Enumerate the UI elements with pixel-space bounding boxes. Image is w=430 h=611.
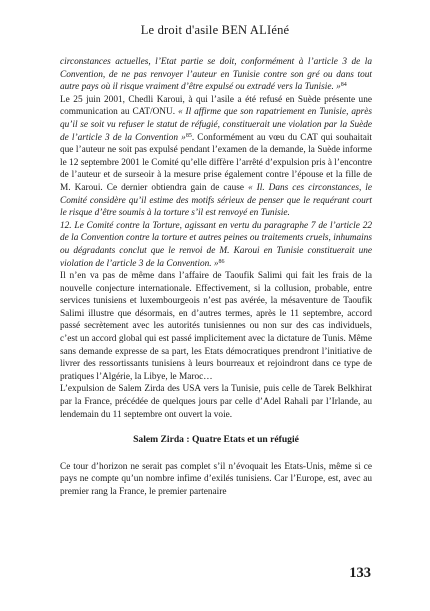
paragraph-salimi — [60, 270, 372, 383]
quote-text: « Il. Dans ces circonstances, le Comité considère qu’il estime des motifs sérieux de penser que le requérant court le risque d’être soumis à la torture s’il est renvoyé en Tunisie. — [60, 182, 372, 219]
text-run: Ce tour d’horizon ne serait pas complet s’il n’évoquait les Etats-Unis, même si ce pays ne compte qu’un nombre infime d’exilés tunisiens. Car l’Europe, est, avec au premier rang la France, le premier partenaire — [60, 461, 372, 497]
body-text — [60, 56, 372, 499]
footnote-ref-86: 86 — [218, 258, 225, 265]
quote-text: circonstances actuelles, l’Etat partie se doit, conformément à l’article 3 de la Convention, de ne pas renvoyer l’auteur en Tunisie contre son gré ou dans tout autre pays où il risque vraiment d’être expulsé ou extradé vers la Tunisie. » — [60, 57, 372, 93]
paragraph-usa — [60, 461, 372, 499]
page-number: 133 — [349, 565, 371, 581]
section-heading: Salem Zirda : Quatre Etats et un réfugié — [133, 434, 299, 446]
text-run: L’expulsion de Salem Zirda des USA vers la Tunisie, puis celle de Tarek Belkhirat par la France, précédée de quelques jours par celle d’Adel Rahali par l’Irlande, au lendemain du 11 septembre ont ouvert la voie. — [60, 384, 372, 420]
paragraph-quote-continuation — [60, 56, 372, 94]
paragraph-karoui — [60, 94, 372, 220]
paragraph-committee-conclusion — [60, 220, 372, 270]
paragraph-expulsions — [60, 383, 372, 421]
footnote-ref-85: 85 — [185, 132, 192, 139]
quote-text: 12. Le Comité contre la Torture, agissant en vertu du paragraphe 7 de l’article 22 de la Convention contre la torture et autres peines ou traitements cruels, inhumains ou dégradants conclut que le renvoi de M. Karoui en Tunisie constituerait une violation de l’article 3 de la Convention. » — [60, 220, 372, 269]
quote-text: « Il affirme que son rapatriement en Tunisie, après qu’il se soit vu refuser le statut de réfugié, constituerait une violation par la Suède de l’article 3 de la Convention » — [60, 107, 373, 143]
running-header: Le droit d'asile BEN ALIéné — [140, 23, 290, 37]
footnote-ref-84: 84 — [340, 82, 347, 89]
text-run: Il n’en va pas de même dans l’affaire de Taoufik Salimi qui fait les frais de la nouvelle conjecture internationale. Effectivement, si la collusion, probable, entre services tunisiens et luxembourgeois n’est pas avérée, la mésaventure de Taoufik Salimi illustre que désormais, en d’autres termes, après le 11 septembre, accord passé secrètement avec les autorités tunisiennes ou non sur des cas individuels, c’est un accord global qui est passé implicitement avec la dictature de Tunis. Même sans demande expresse de sa part, les Etats démocratiques prendront l’initiative de livrer des ressortissants tunisiens à leurs bourreaux et rejoindront dans ce type de pratiques l’Algérie, la Libye, le Maroc… — [60, 271, 372, 382]
text-run: . Conformément au vœu du CAT qui souhaitait que l’auteur ne soit pas expulsé pendant l’examen de la demande, la Suède informe le 12 septembre 2001 le Comité qu’elle diffère l’arrêté d’expulsion pris à l’encontre de l’auteur et de surseoir à la mesure prise également contre l’épouse et la fille de M. Karoui. Ce dernier obtiendra gain de cause — [60, 132, 372, 193]
text-run: Le 25 juin 2001, Chedli Karoui, à qui l’asile a été refusé en Suède présente une communication au CAT/ONU. — [60, 94, 372, 118]
